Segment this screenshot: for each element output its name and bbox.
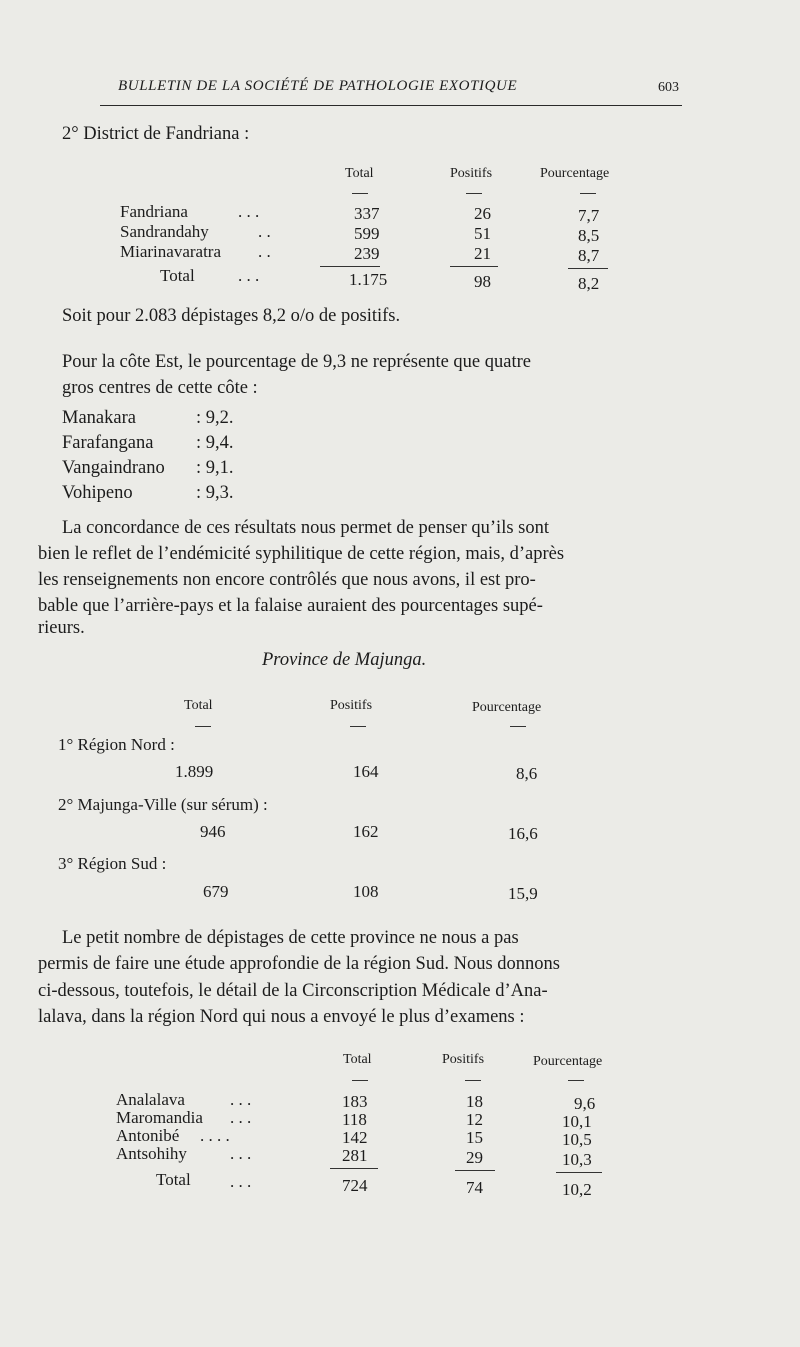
cell-pourcentage: 16,6: [508, 824, 538, 843]
row-leader: . . .: [230, 1090, 252, 1109]
sum-rule: [330, 1168, 378, 1169]
cell-pourcentage: 8,5: [578, 226, 600, 245]
cell-positifs: 162: [353, 822, 379, 841]
region-label: 2° Majunga-Ville (sur sérum) :: [58, 795, 268, 814]
cell-positifs: 74: [466, 1178, 483, 1197]
sum-rule: [320, 266, 380, 267]
sum-rule: [556, 1172, 602, 1173]
paragraph-line: permis de faire une étude approfondie de la région Sud. Nous donnons: [38, 954, 560, 974]
cell-total: 142: [342, 1128, 368, 1147]
cell-total: 337: [354, 204, 380, 223]
row-name: Maromandia: [116, 1108, 203, 1127]
running-title: BULLETIN DE LA SOCIÉTÉ DE PATHOLOGIE EXOTIQUE: [118, 78, 518, 94]
cell-pourcentage: 8,7: [578, 246, 600, 265]
total-label: Total: [160, 266, 195, 285]
paragraph-line: ci-dessous, toutefois, le détail de la Circonscription Médicale d’Ana-: [38, 981, 548, 1001]
paragraph-line: bien le reflet de l’endémicité syphilitique de cette région, mais, d’après: [38, 544, 565, 564]
col-header-total: Total: [345, 166, 374, 181]
summary-line: Soit pour 2.083 dépistages 8,2 o/o de positifs.: [62, 306, 401, 326]
cell-positifs: 15: [466, 1128, 483, 1147]
row-leader: . . .: [230, 1108, 252, 1127]
paragraph-line: rieurs.: [38, 618, 85, 638]
row-leader: . . .: [238, 202, 260, 221]
row-name: Fandriana: [120, 202, 188, 221]
row-name: Sandrandahy: [120, 222, 209, 241]
col-header-positifs: Positifs: [442, 1052, 485, 1067]
total-label: Total: [156, 1170, 191, 1189]
header-dash: [195, 726, 211, 727]
row-leader: . .: [258, 242, 271, 261]
centre-name: Vangaindrano: [62, 458, 165, 478]
row-leader: . . . .: [200, 1126, 230, 1145]
col-header-pourcentage: Pourcentage: [472, 700, 542, 715]
cell-pourcentage: 10,3: [562, 1150, 592, 1169]
section-heading: 2° District de Fandriana :: [62, 124, 250, 144]
cell-pourcentage: 10,2: [562, 1180, 592, 1199]
centre-name: Farafangana: [62, 433, 154, 453]
header-dash: [352, 1080, 368, 1081]
cell-total: 599: [354, 224, 380, 243]
row-name: Antsohihy: [116, 1144, 187, 1163]
cell-positifs: 51: [474, 224, 491, 243]
row-leader: . .: [258, 222, 271, 241]
header-dash: [568, 1080, 584, 1081]
col-header-positifs: Positifs: [450, 166, 493, 181]
row-name: Analalava: [116, 1090, 185, 1109]
page-number: 603: [658, 80, 679, 95]
cell-total: 946: [200, 822, 226, 841]
header-dash: [466, 193, 482, 194]
centre-value: : 9,1.: [196, 458, 234, 478]
paragraph-line: gros centres de cette côte :: [62, 378, 258, 398]
header-dash: [465, 1080, 481, 1081]
cell-pourcentage: 10,5: [562, 1130, 592, 1149]
cell-total: 239: [354, 244, 380, 263]
paragraph-line: Pour la côte Est, le pourcentage de 9,3 ne représente que quatre: [62, 352, 531, 372]
region-label: 3° Région Sud :: [58, 854, 167, 873]
cell-pourcentage: 10,1: [562, 1112, 592, 1131]
cell-positifs: 108: [353, 882, 379, 901]
region-label: 1° Région Nord :: [58, 735, 175, 754]
sum-rule: [568, 268, 608, 269]
cell-pourcentage: 9,6: [574, 1094, 596, 1113]
cell-total: 724: [342, 1176, 368, 1195]
centre-name: Manakara: [62, 408, 136, 428]
row-leader: . . .: [238, 266, 260, 285]
header-dash: [510, 726, 526, 727]
row-name: Miarinavaratra: [120, 242, 221, 261]
col-header-pourcentage: Pourcentage: [533, 1054, 603, 1069]
cell-pourcentage: 15,9: [508, 884, 538, 903]
cell-total: 1.899: [175, 762, 214, 781]
col-header-positifs: Positifs: [330, 698, 373, 713]
cell-positifs: 12: [466, 1110, 483, 1129]
cell-positifs: 26: [474, 204, 491, 223]
row-leader: . . .: [230, 1144, 252, 1163]
paragraph-line: lalava, dans la région Nord qui nous a envoyé le plus d’examens :: [38, 1007, 525, 1027]
cell-total: 679: [203, 882, 229, 901]
col-header-pourcentage: Pourcentage: [540, 166, 610, 181]
section-title: Province de Majunga.: [262, 650, 427, 670]
cell-pourcentage: 8,6: [516, 764, 538, 783]
centre-value: : 9,2.: [196, 408, 234, 428]
cell-positifs: 164: [353, 762, 379, 781]
cell-total: 1.175: [349, 270, 388, 289]
header-dash: [352, 193, 368, 194]
cell-pourcentage: 8,2: [578, 274, 600, 293]
sum-rule: [450, 266, 498, 267]
cell-pourcentage: 7,7: [578, 206, 600, 225]
cell-total: 183: [342, 1092, 368, 1111]
col-header-total: Total: [184, 698, 213, 713]
paragraph-line: les renseignements non encore contrôlés que nous avons, il est pro-: [38, 570, 536, 590]
centre-value: : 9,3.: [196, 483, 234, 503]
header-dash: [580, 193, 596, 194]
cell-total: 281: [342, 1146, 368, 1165]
header-dash: [350, 726, 366, 727]
cell-total: 118: [342, 1110, 367, 1129]
paragraph-line: Le petit nombre de dépistages de cette province ne nous a pas: [62, 928, 519, 948]
cell-positifs: 18: [466, 1092, 483, 1111]
cell-positifs: 98: [474, 272, 491, 291]
centre-value: : 9,4.: [196, 433, 234, 453]
sum-rule: [455, 1170, 495, 1171]
col-header-total: Total: [343, 1052, 372, 1067]
header-rule: [100, 105, 682, 106]
cell-positifs: 21: [474, 244, 491, 263]
cell-positifs: 29: [466, 1148, 483, 1167]
row-leader: . . .: [230, 1172, 252, 1191]
paragraph-line: bable que l’arrière-pays et la falaise auraient des pourcentages supé-: [38, 596, 543, 616]
centre-name: Vohipeno: [62, 483, 133, 503]
row-name: Antonibé: [116, 1126, 180, 1145]
paragraph-line: La concordance de ces résultats nous permet de penser qu’ils sont: [62, 518, 549, 538]
